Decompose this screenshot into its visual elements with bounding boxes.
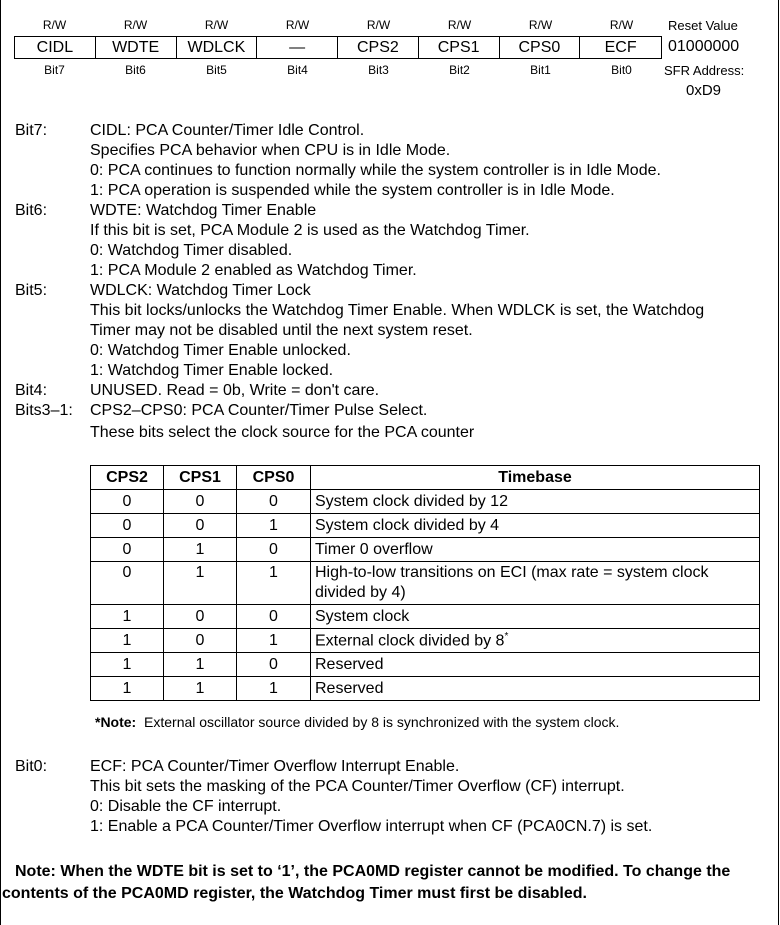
table-row bbox=[91, 514, 760, 538]
field-cps0: CPS0 bbox=[500, 37, 581, 58]
cell-timebase bbox=[311, 562, 760, 605]
cell-cps0: 0 bbox=[237, 538, 311, 562]
cell-cps0: 1 bbox=[237, 629, 311, 653]
field-cps1: CPS1 bbox=[419, 37, 500, 58]
bit-name: Bit0: bbox=[15, 758, 48, 775]
desc-line: This bit sets the masking of the PCA Counter/Timer Overflow (CF) interrupt. bbox=[90, 778, 625, 795]
bit-descriptions bbox=[0, 121, 780, 443]
cell-cps1: 0 bbox=[164, 605, 237, 629]
desc-line: This bit locks/unlocks the Watchdog Timer Enable. When WDLCK is set, the Watchdog bbox=[90, 302, 705, 319]
bit-name: Bit4: bbox=[15, 382, 48, 399]
cell-timebase bbox=[311, 629, 760, 653]
field-wdte: WDTE bbox=[96, 37, 177, 58]
bit-label-2: Bit2 bbox=[449, 63, 470, 77]
field-ecf: ECF bbox=[604, 39, 637, 56]
field-cps2: CPS2 bbox=[338, 37, 419, 58]
cell-cps2: 1 bbox=[91, 605, 164, 629]
table-row bbox=[91, 653, 760, 677]
sfr-address-label: SFR Address: bbox=[664, 63, 745, 78]
bit-label-3: Bit3 bbox=[368, 63, 389, 77]
bits3-1-description bbox=[0, 401, 780, 443]
access-bit0: R/W bbox=[609, 18, 634, 32]
cell-cps1: 0 bbox=[164, 514, 237, 538]
desc-line: UNUSED. Read = 0b, Write = don't care. bbox=[90, 382, 380, 399]
bit-label-4: Bit4 bbox=[287, 63, 308, 77]
header-cps1: CPS1 bbox=[164, 466, 237, 490]
cell-timebase: Reserved bbox=[311, 653, 760, 677]
desc-line: 1: PCA Module 2 enabled as Watchdog Timer. bbox=[90, 262, 417, 279]
cell-cps1: 1 bbox=[164, 562, 237, 605]
field-cidl: CIDL bbox=[15, 37, 96, 58]
access-bit2: R/W bbox=[447, 18, 472, 32]
desc-line: 1: PCA operation is suspended while the system controller is in Idle Mode. bbox=[90, 182, 615, 199]
timebase-table bbox=[90, 465, 760, 701]
desc-line: 0: Disable the CF interrupt. bbox=[90, 798, 282, 815]
cell-cps0: 1 bbox=[237, 562, 311, 605]
note-line-1: Note: When the WDTE bit is set to ‘1’, the PCA0MD register cannot be modified. To change the bbox=[15, 863, 731, 880]
desc-line: Specifies PCA behavior when CPU is in Idle Mode. bbox=[90, 142, 451, 159]
table-footnote bbox=[95, 714, 619, 730]
access-bit1: R/W bbox=[528, 18, 553, 32]
bit-name: Bit5: bbox=[15, 282, 48, 299]
bit-label-5: Bit5 bbox=[206, 63, 227, 77]
wdte-note bbox=[0, 861, 778, 905]
header-cps0: CPS0 bbox=[237, 466, 311, 490]
table-row bbox=[91, 490, 760, 514]
cell-cps1: 0 bbox=[164, 490, 237, 514]
bit-label-1: Bit1 bbox=[530, 63, 551, 77]
cell-cps2: 1 bbox=[91, 677, 164, 701]
access-bit5: R/W bbox=[204, 18, 229, 32]
footnote-marker: * bbox=[504, 630, 509, 642]
access-bit4: R/W bbox=[285, 18, 310, 32]
cell-cps2: 0 bbox=[91, 562, 164, 605]
table-row bbox=[91, 677, 760, 701]
desc-line: These bits select the clock source for the PCA counter bbox=[90, 424, 475, 441]
desc-line: Timer may not be disabled until the next system reset. bbox=[90, 322, 473, 339]
bit-label-6: Bit6 bbox=[125, 63, 146, 77]
desc-line: 1: Enable a PCA Counter/Timer Overflow interrupt when CF (PCA0CN.7) is set. bbox=[90, 818, 653, 835]
table-header-row bbox=[91, 466, 760, 490]
bit-name: Bit6: bbox=[15, 202, 48, 219]
cell-cps0: 1 bbox=[237, 514, 311, 538]
desc-line: WDLCK: Watchdog Timer Lock bbox=[90, 282, 311, 299]
desc-line: 1: Watchdog Timer Enable locked. bbox=[90, 362, 334, 379]
cell-timebase: System clock bbox=[311, 605, 760, 629]
bit7-description bbox=[0, 121, 780, 201]
cell-timebase: Timer 0 overflow bbox=[311, 538, 760, 562]
bit-name: Bit7: bbox=[15, 122, 48, 139]
cell-cps0: 0 bbox=[237, 653, 311, 677]
cell-cps0: 1 bbox=[237, 677, 311, 701]
desc-line: WDTE: Watchdog Timer Enable bbox=[90, 202, 317, 219]
cell-cps2: 0 bbox=[91, 490, 164, 514]
sfr-address-value: 0xD9 bbox=[686, 82, 722, 99]
access-bit7: R/W bbox=[42, 18, 67, 32]
bit-name: Bits3–1: bbox=[15, 402, 73, 419]
cell-cps1: 1 bbox=[164, 653, 237, 677]
cell-cps2: 1 bbox=[91, 629, 164, 653]
bit-label-7: Bit7 bbox=[44, 63, 65, 77]
field-wdlck: WDLCK bbox=[177, 37, 258, 58]
cell-cps0: 0 bbox=[237, 490, 311, 514]
cell-timebase: System clock divided by 4 bbox=[311, 514, 760, 538]
bit6-description bbox=[0, 201, 780, 281]
field-unused: — bbox=[257, 37, 338, 58]
cell-timebase-text: External clock divided by 8 bbox=[315, 632, 505, 650]
bit4-description bbox=[0, 381, 780, 401]
access-bit3: R/W bbox=[366, 18, 391, 32]
header-timebase: Timebase bbox=[311, 466, 760, 490]
table-row bbox=[91, 629, 760, 653]
desc-line: ECF: PCA Counter/Timer Overflow Interrupt Enable. bbox=[90, 758, 460, 775]
desc-line: 0: PCA continues to function normally while the system controller is in Idle Mode. bbox=[90, 162, 661, 179]
note-line-2: contents of the PCA0MD register, the Watchdog Timer must first be disabled. bbox=[2, 885, 587, 902]
cell-timebase-line2: divided by 4) bbox=[315, 584, 406, 601]
bit5-description bbox=[0, 281, 780, 381]
cell-cps0: 0 bbox=[237, 605, 311, 629]
table-row bbox=[91, 562, 760, 605]
cell-cps2: 0 bbox=[91, 514, 164, 538]
cell-timebase: Reserved bbox=[311, 677, 760, 701]
bit0-description bbox=[0, 757, 780, 837]
reset-value: 01000000 bbox=[668, 38, 740, 55]
table-row bbox=[91, 605, 760, 629]
access-bit6: R/W bbox=[123, 18, 148, 32]
desc-line: 0: Watchdog Timer Enable unlocked. bbox=[90, 342, 351, 359]
cell-cps1: 1 bbox=[164, 538, 237, 562]
cell-cps1: 1 bbox=[164, 677, 237, 701]
desc-line: CIDL: PCA Counter/Timer Idle Control. bbox=[90, 122, 365, 139]
header-cps2: CPS2 bbox=[91, 466, 164, 490]
table-row bbox=[91, 538, 760, 562]
reset-value-label: Reset Value bbox=[668, 18, 738, 33]
desc-line: 0: Watchdog Timer disabled. bbox=[90, 242, 293, 259]
register-field-box bbox=[14, 36, 662, 59]
cell-cps2: 0 bbox=[91, 538, 164, 562]
footnote-text: External oscillator source divided by 8 is synchronized with the system clock. bbox=[144, 714, 620, 730]
footnote-label: *Note: bbox=[95, 714, 137, 730]
cell-cps2: 1 bbox=[91, 653, 164, 677]
cell-timebase: System clock divided by 12 bbox=[311, 490, 760, 514]
desc-line: If this bit is set, PCA Module 2 is used as the Watchdog Timer. bbox=[90, 222, 530, 239]
desc-line: CPS2–CPS0: PCA Counter/Timer Pulse Select. bbox=[90, 402, 428, 419]
cell-cps1: 0 bbox=[164, 629, 237, 653]
bit-label-0: Bit0 bbox=[611, 63, 632, 77]
cell-timebase-line1: High-to-low transitions on ECI (max rate = system clock bbox=[315, 564, 709, 581]
